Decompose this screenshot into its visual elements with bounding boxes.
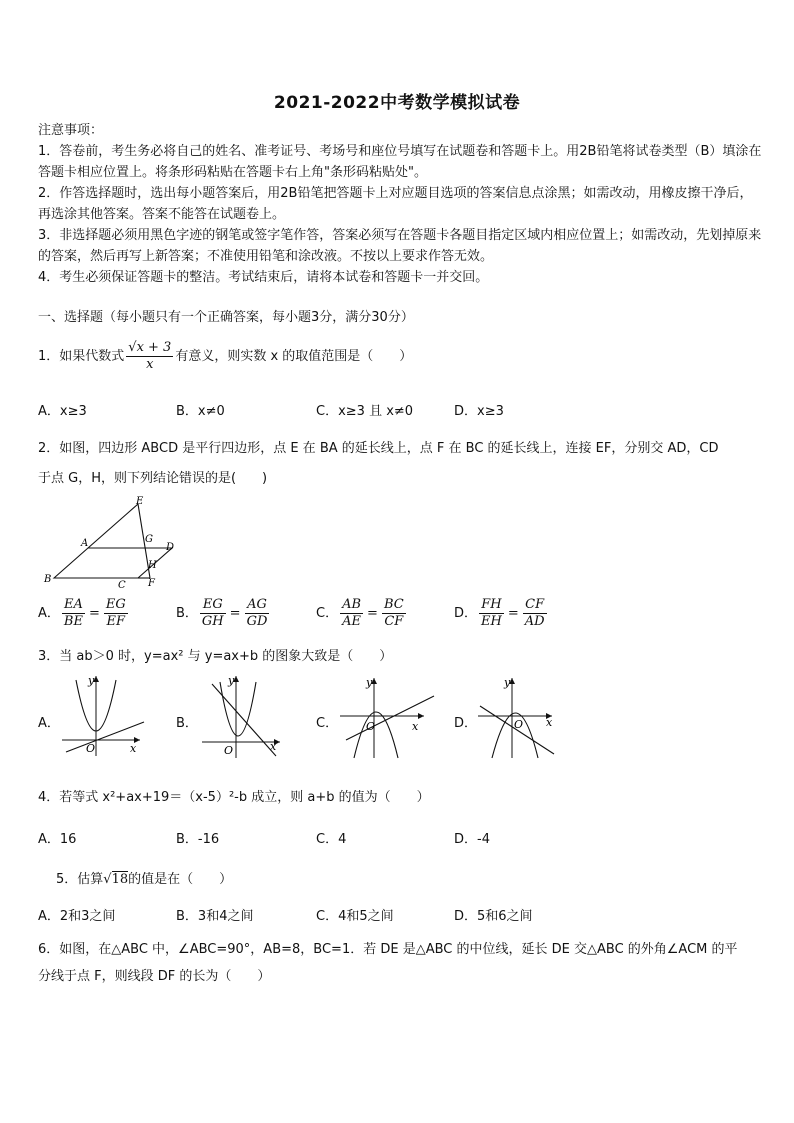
- notice-item-1: 1．答卷前，考生务必将自己的姓名、准考证号、考场号和座位号填写在试题卷和答题卡上。用2B铅笔将试卷类型（B）填涂在答题卡相应位置上。将条形码粘贴在答题卡右上角"条形码粘贴处"。: [38, 144, 762, 180]
- q2-c-lnum: AB: [342, 597, 362, 612]
- label-a: A: [81, 538, 89, 549]
- q3c-y-label: y: [366, 676, 373, 689]
- q5-prefix: 5．估算: [56, 872, 104, 887]
- q2-d-lden: EH: [481, 614, 502, 629]
- q2-option-a[interactable]: A． $\frac{EA}{BE}$ = $\frac{EG}{EF}$: [38, 597, 126, 629]
- q2-b-rden: GD: [246, 614, 268, 629]
- notice-item-4: 4．考生必须保证答题卡的整洁。考试结束后，请将本试卷和答题卡一并交回。: [38, 270, 489, 285]
- label-g: G: [145, 534, 153, 545]
- q1-suffix: 有意义，则实数 x 的取值范围是（ ）: [175, 349, 413, 364]
- q3c-x-label: x: [412, 720, 419, 733]
- question-6-line-1: 6．如图，在△ABC 中，∠ABC=90°，AB=8，BC=1．若 DE 是△ABC 的中位线，延长 DE 交△ABC 的外角∠ACM 的平: [38, 942, 738, 957]
- question-5: [56, 868, 232, 887]
- q3-option-d-label[interactable]: D．: [454, 716, 478, 731]
- label-e: E: [136, 496, 144, 507]
- q2-a-label: A．: [38, 606, 60, 621]
- q1-option-a[interactable]: A．x≥3: [38, 404, 87, 419]
- section-heading: 一、选择题（每小题只有一个正确答案，每小题3分，满分30分）: [38, 310, 414, 325]
- question-4: 4．若等式 x²+ax+19＝（x-5）²-b 成立，则 a+b 的值为（ ）: [38, 790, 430, 805]
- q2-d-rden: AD: [524, 614, 545, 629]
- question-6-line-2: 分线于点 F，则线段 DF 的长为（ ）: [38, 969, 271, 984]
- q3a-x-label: x: [130, 742, 137, 755]
- q2-b-lden: GH: [201, 614, 224, 629]
- label-d: D: [166, 542, 175, 553]
- q5-option-b[interactable]: B．3和4之间: [176, 909, 254, 924]
- q3-graph-c[interactable]: [336, 672, 436, 762]
- q5-suffix: 的值是在（ ）: [128, 872, 233, 887]
- q3-option-b-label[interactable]: B．: [176, 716, 198, 731]
- q2-option-c[interactable]: C． $\frac{AB}{AE}$ = $\frac{BC}{CF}$: [316, 597, 404, 629]
- question-2-line-2: 于点 G，H，则下列结论错误的是( ): [38, 471, 268, 486]
- q2-option-d[interactable]: D． $\frac{FH}{EH}$ = $\frac{CF}{AD}$: [454, 597, 545, 629]
- q1-fraction: [126, 340, 173, 373]
- q3c-o-label: O: [366, 720, 376, 733]
- q2-parallelogram-figure: [40, 492, 180, 592]
- q3-graph-b[interactable]: [198, 672, 288, 762]
- q2-d-label: D．: [454, 606, 478, 621]
- q5-option-d[interactable]: D．5和6之间: [454, 909, 533, 924]
- q2-b-rnum: AG: [245, 597, 270, 614]
- q3a-o-label: O: [86, 742, 96, 755]
- q5-option-c[interactable]: C．4和5之间: [316, 909, 394, 924]
- q1-denominator: x: [146, 357, 154, 372]
- q3b-x-label: x: [270, 740, 277, 753]
- q4-option-a[interactable]: A．16: [38, 832, 77, 847]
- notice-block: [38, 120, 762, 288]
- q3d-y-label: y: [504, 676, 511, 689]
- notice-item-2: 2．作答选择题时，选出每小题答案后，用2B铅笔把答题卡上对应题目选项的答案信息点涂黑；如需改动，用橡皮擦干净后，再选涂其他答案。答案不能答在试题卷上。: [38, 186, 753, 222]
- notice-item-3: 3．非选择题必须用黑色字迹的钢笔或签字笔作答，答案必须写在答题卡各题目指定区域内相应位置上；如需改动，先划掉原来的答案，然后再写上新答案；不准使用铅笔和涂改液。不按以上要求作答无效。: [38, 228, 762, 264]
- q2-b-lnum: EG: [200, 597, 226, 614]
- q4-option-d[interactable]: D．-4: [454, 832, 490, 847]
- q3-option-c-label[interactable]: C．: [316, 716, 339, 731]
- q2-c-rden: CF: [384, 614, 404, 629]
- q3a-y-label: y: [88, 674, 95, 687]
- q2-a-rnum: EG: [105, 597, 126, 612]
- q3-graph-d[interactable]: [474, 672, 574, 762]
- q1-option-d[interactable]: D．x≥3: [454, 404, 504, 419]
- q3-graph-a[interactable]: [58, 672, 148, 762]
- q4-option-c[interactable]: C．4: [316, 832, 347, 847]
- question-1: [38, 340, 412, 373]
- q3b-o-label: O: [224, 744, 234, 757]
- label-b: B: [44, 574, 52, 585]
- q2-a-rden: EF: [106, 614, 126, 629]
- label-h: H: [148, 560, 157, 571]
- q3d-o-label: O: [514, 718, 524, 731]
- page-title: 2021-2022中考数学模拟试卷: [273, 93, 521, 113]
- label-c: C: [118, 580, 126, 591]
- question-3: 3．当 ab＞0 时，y=ax² 与 y=ax+b 的图象大致是（ ）: [38, 649, 393, 664]
- q2-b-label: B．: [176, 606, 198, 621]
- q2-a-lden: BE: [63, 614, 83, 629]
- q2-c-rnum: BC: [383, 597, 404, 612]
- q4-option-b[interactable]: B．-16: [176, 832, 220, 847]
- q2-c-label: C．: [316, 606, 339, 621]
- q2-option-b[interactable]: B． $\frac{EG}{GH}$ = $\frac{AG}{GD}$: [176, 597, 268, 629]
- q3d-x-label: x: [546, 716, 553, 729]
- q2-c-lden: AE: [342, 614, 361, 629]
- q1-prefix: 1．如果代数式: [38, 349, 125, 364]
- label-f: F: [148, 578, 155, 589]
- q3b-y-label: y: [228, 674, 235, 687]
- q3-option-a-label[interactable]: A．: [38, 716, 60, 731]
- q1-option-b[interactable]: B．x≠0: [176, 404, 225, 419]
- q2-a-lnum: EA: [62, 597, 85, 614]
- q1-option-c[interactable]: C．x≥3 且 x≠0: [316, 404, 414, 419]
- q1-numerator: √x + 3: [128, 340, 172, 355]
- question-2-line-1: 2．如图，四边形 ABCD 是平行四边形，点 E 在 BA 的延长线上，点 F 在 BC 的延长线上，连接 EF，分别交 AD，CD: [38, 441, 719, 456]
- sqrt-symbol: √: [103, 872, 112, 887]
- q2-d-lnum: FH: [479, 597, 504, 614]
- notice-heading: 注意事项：: [38, 123, 104, 138]
- q5-option-a[interactable]: A．2和3之间: [38, 909, 116, 924]
- q5-radicand: 18: [111, 872, 129, 887]
- q2-d-rnum: CF: [523, 597, 547, 614]
